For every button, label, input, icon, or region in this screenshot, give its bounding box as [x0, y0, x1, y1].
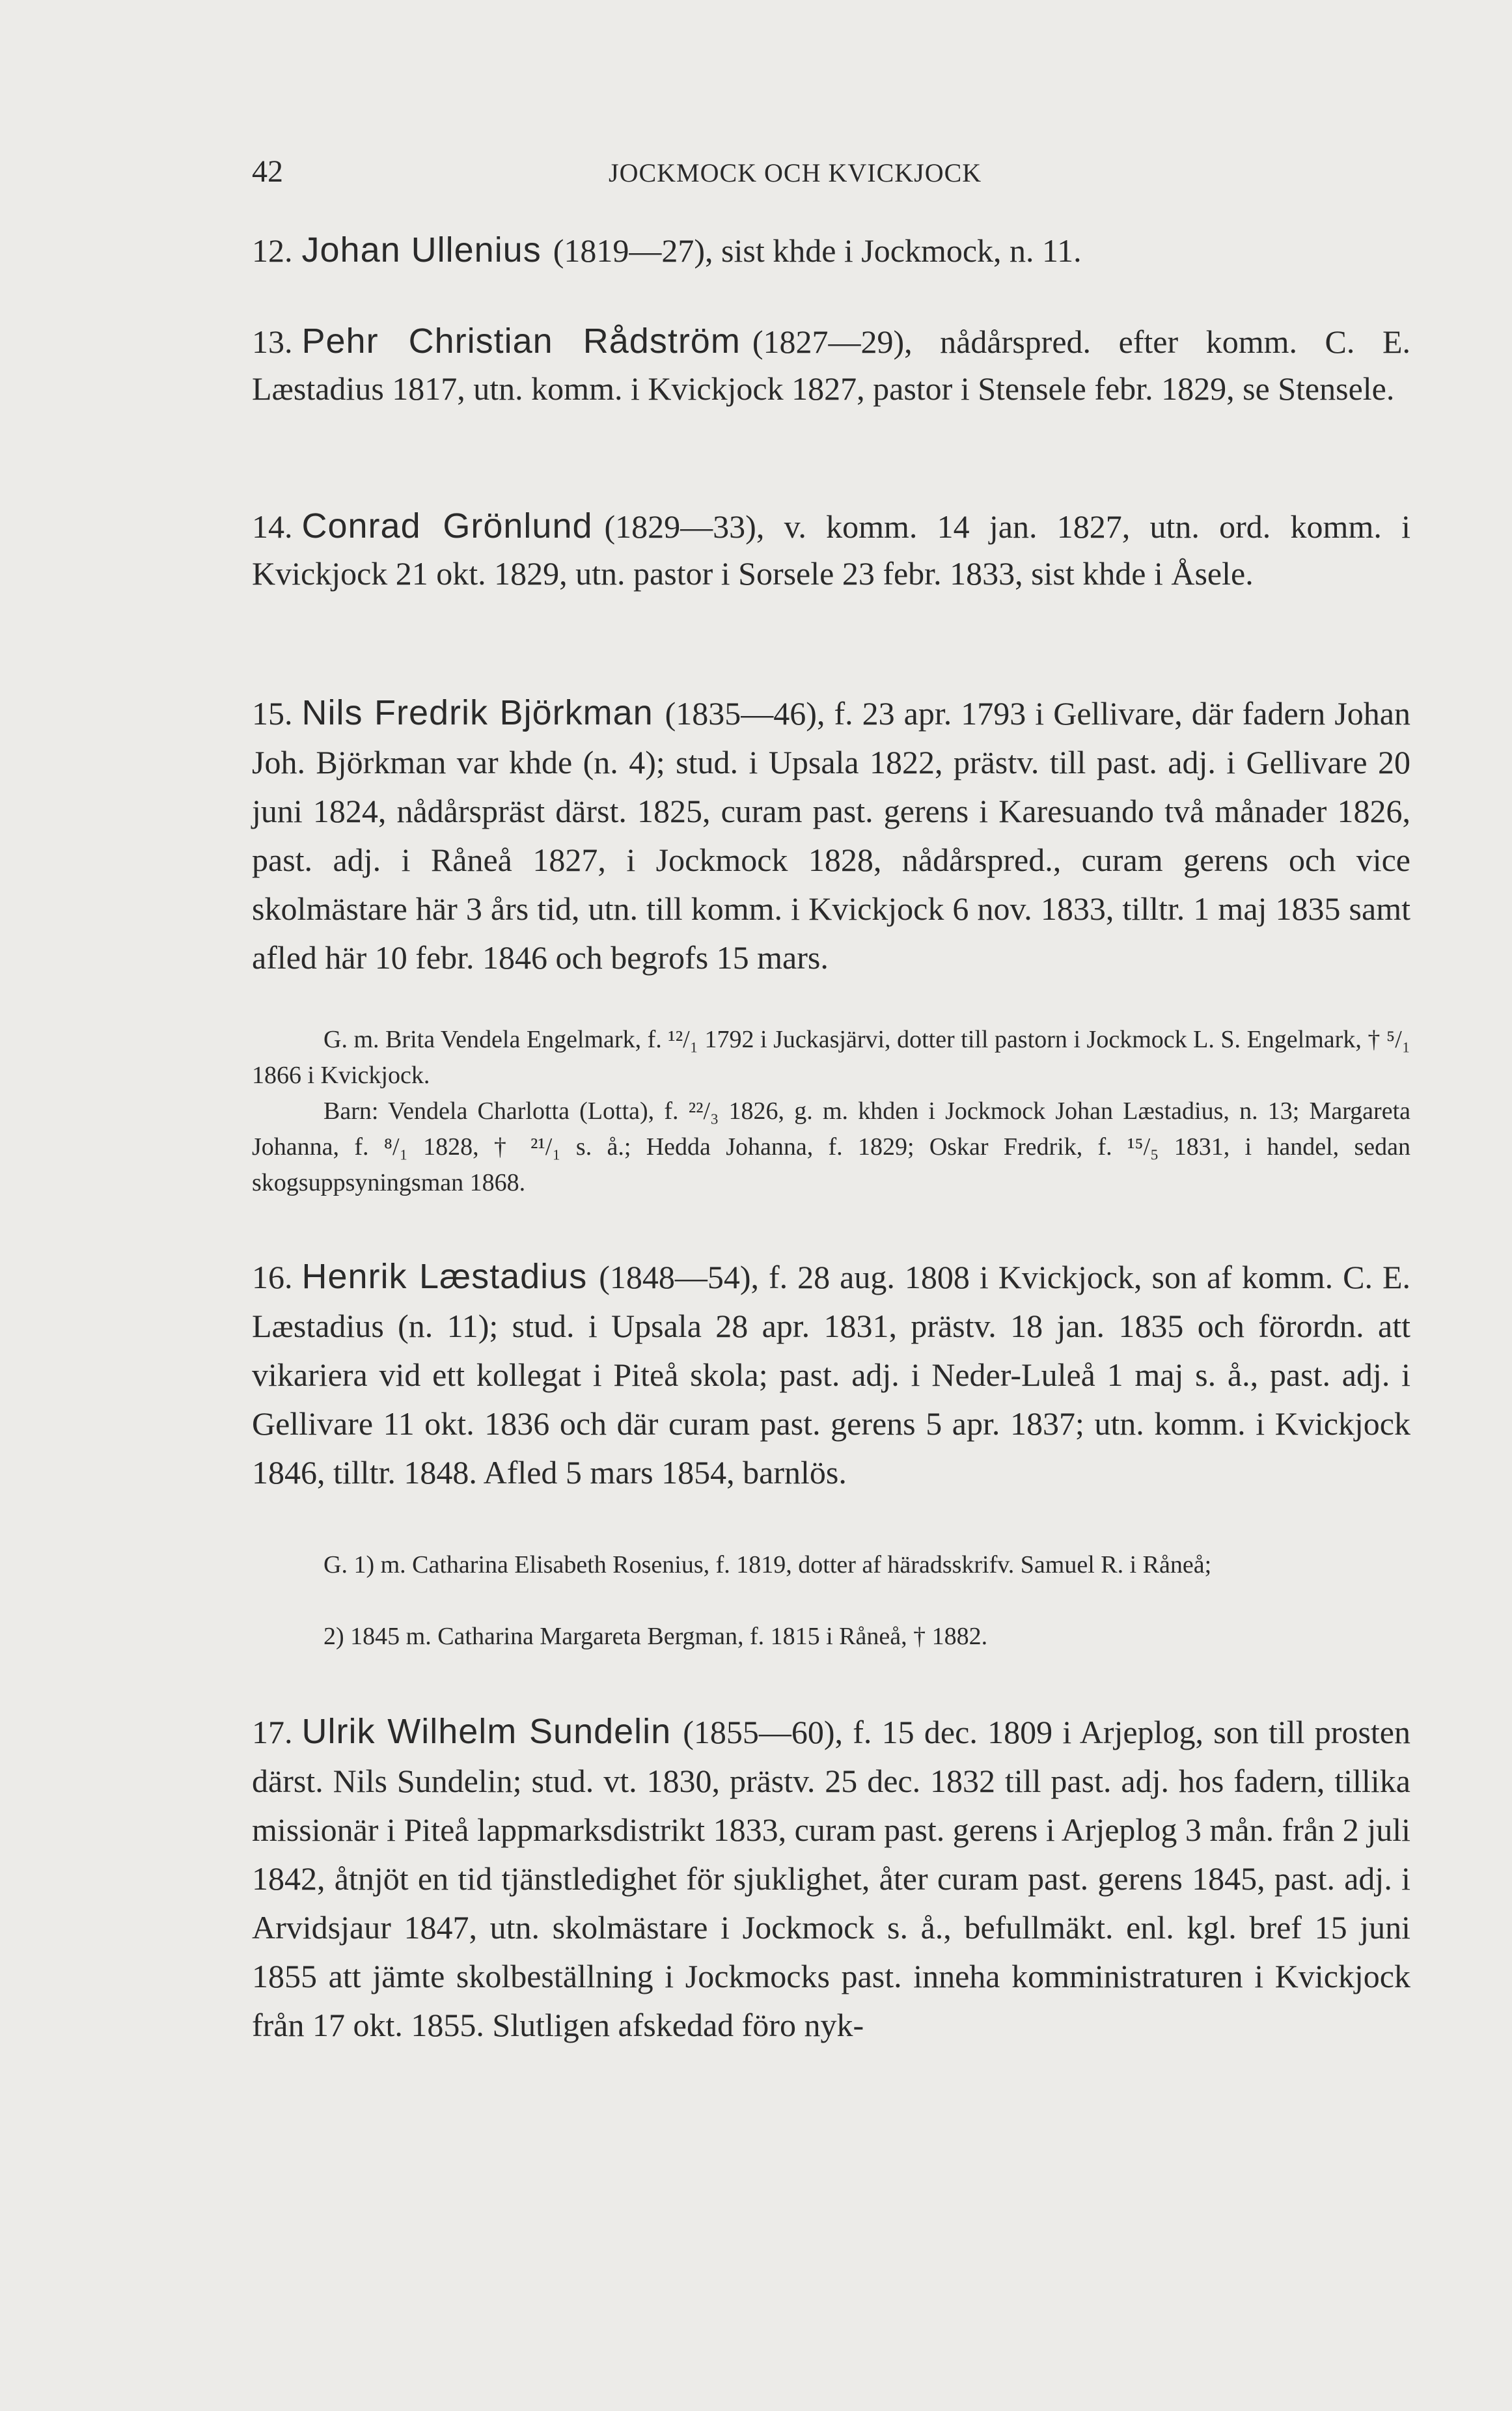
marriage-note-second: 2) 1845 m. Catharina Margareta Bergman, f. 1815 i Råneå, † 1882.	[323, 1623, 988, 1650]
marriage-note: G. 1) m. Catharina Elisabeth Rosenius, f. 1819, dotter af häradsskrifv. Samuel R. i Råneå;	[323, 1551, 1212, 1578]
entry-text: (1827—29), nådårspred. efter komm. C. E. Læstadius 1817, utn. komm. i Kvickjock 1827, pastor i Stensele febr. 1829, se Stensele.	[252, 324, 1410, 407]
entry-text: (1855—60), f. 15 dec. 1809 i Arjeplog, son till prosten därst. Nils Sundelin; stud. vt. 1830, prästv. 25 dec. 1832 till past. adj. hos fadern, tillika missionär i Piteå lappmarksdistrikt 1833, curam past. gerens i Arjeplog 3 mån. från 2 juli 1842, åtnjöt en tid tjänstledighet för sjuklighet, åter curam past. gerens 1845, past. adj. i Arvidsjaur 1847, utn. skolmästare i Jockmock s. å., befullmäkt. enl. kgl. bref 15 juni 1855 att jämte skolbeställning i Jockmocks past. inneha komministraturen i Kvickjock från 17 okt. 1855. Slutligen afskedad föro nyk-	[252, 1714, 1410, 2043]
entry-text: (1819—27), sist khde i Jockmock, n. 11.	[553, 232, 1082, 269]
entry-number: 13.	[252, 324, 293, 360]
entry-name: Johan Ullenius	[301, 230, 542, 269]
entry-name: Nils Fredrik Björkman	[301, 693, 653, 732]
entry-number: 12.	[252, 232, 293, 269]
children-note: Barn: Vendela Charlotta (Lotta), f. ²²/₃ 1826, g. m. khden i Jockmock Johan Læstadius, n. 13; Margareta Johanna, f. ⁸/₁ 1828, † ²¹/₁ s. å.; Hedda Johanna, f. 1829; Oskar Fredrik, f. ¹⁵/₅ 1831, i handel, sedan skogsuppsyningsman 1868.	[252, 1097, 1410, 1196]
entry-number: 15.	[252, 695, 293, 732]
entry-name: Henrik Læstadius	[301, 1257, 588, 1296]
entry-text: (1835—46), f. 23 apr. 1793 i Gellivare, där fadern Johan Joh. Björkman var khde (n. 4); stud. i Upsala 1822, prästv. till past. adj. i Gellivare 20 juni 1824, nådårspräst därst. 1825, curam past. gerens i Karesuando två månader 1826, past. adj. i Råneå 1827, i Jockmock 1828, nådårspred., curam gerens och vice skolmästare här 3 års tid, utn. till komm. i Kvickjock 6 nov. 1833, tilltr. 1 maj 1835 samt afled här 10 febr. 1846 och begrofs 15 mars.	[252, 695, 1410, 976]
entry-text: (1848—54), f. 28 aug. 1808 i Kvickjock, son af komm. C. E. Læstadius (n. 11); stud. i Upsala 28 apr. 1831, prästv. 18 jan. 1835 och förordn. att vikariera vid ett kollegat i Piteå skola; past. adj. i Neder-Luleå 1 maj s. å., past. adj. i Gellivare 11 okt. 1836 och där curam past. gerens 5 apr. 1837; utn. komm. i Kvickjock 1846, tilltr. 1848. Afled 5 mars 1854, barnlös.	[252, 1259, 1411, 1491]
entry-14	[252, 503, 1410, 597]
running-head: JOCKMOCK OCH KVICKJOCK	[609, 158, 982, 187]
entry-12	[252, 227, 1410, 274]
entry-15	[252, 689, 1410, 982]
page-number: 42	[252, 154, 283, 189]
entry-name: Pehr Christian Rådström	[301, 322, 741, 361]
page-header	[252, 154, 1410, 199]
entry-name: Conrad Grönlund	[301, 506, 593, 545]
marriage-note: G. m. Brita Vendela Engelmark, f. ¹²/₁ 1792 i Juckasjärvi, dotter till pastorn i Jockmock L. S. Engelmark, † ⁵/₁ 1866 i Kvickjock.	[252, 1026, 1410, 1089]
entry-13	[252, 318, 1410, 412]
entry-text: (1829—33), v. komm. 14 jan. 1827, utn. ord. komm. i Kvickjock 21 okt. 1829, utn. pastor i Sorsele 23 febr. 1833, sist khde i Åsele.	[252, 508, 1410, 592]
entry-16	[252, 1252, 1410, 1497]
entry-name: Ulrik Wilhelm Sundelin	[301, 1712, 672, 1751]
entry-number: 17.	[252, 1714, 293, 1750]
entry-17	[252, 1707, 1410, 2050]
entry-number: 16.	[252, 1259, 293, 1295]
entry-number: 14.	[252, 508, 293, 545]
